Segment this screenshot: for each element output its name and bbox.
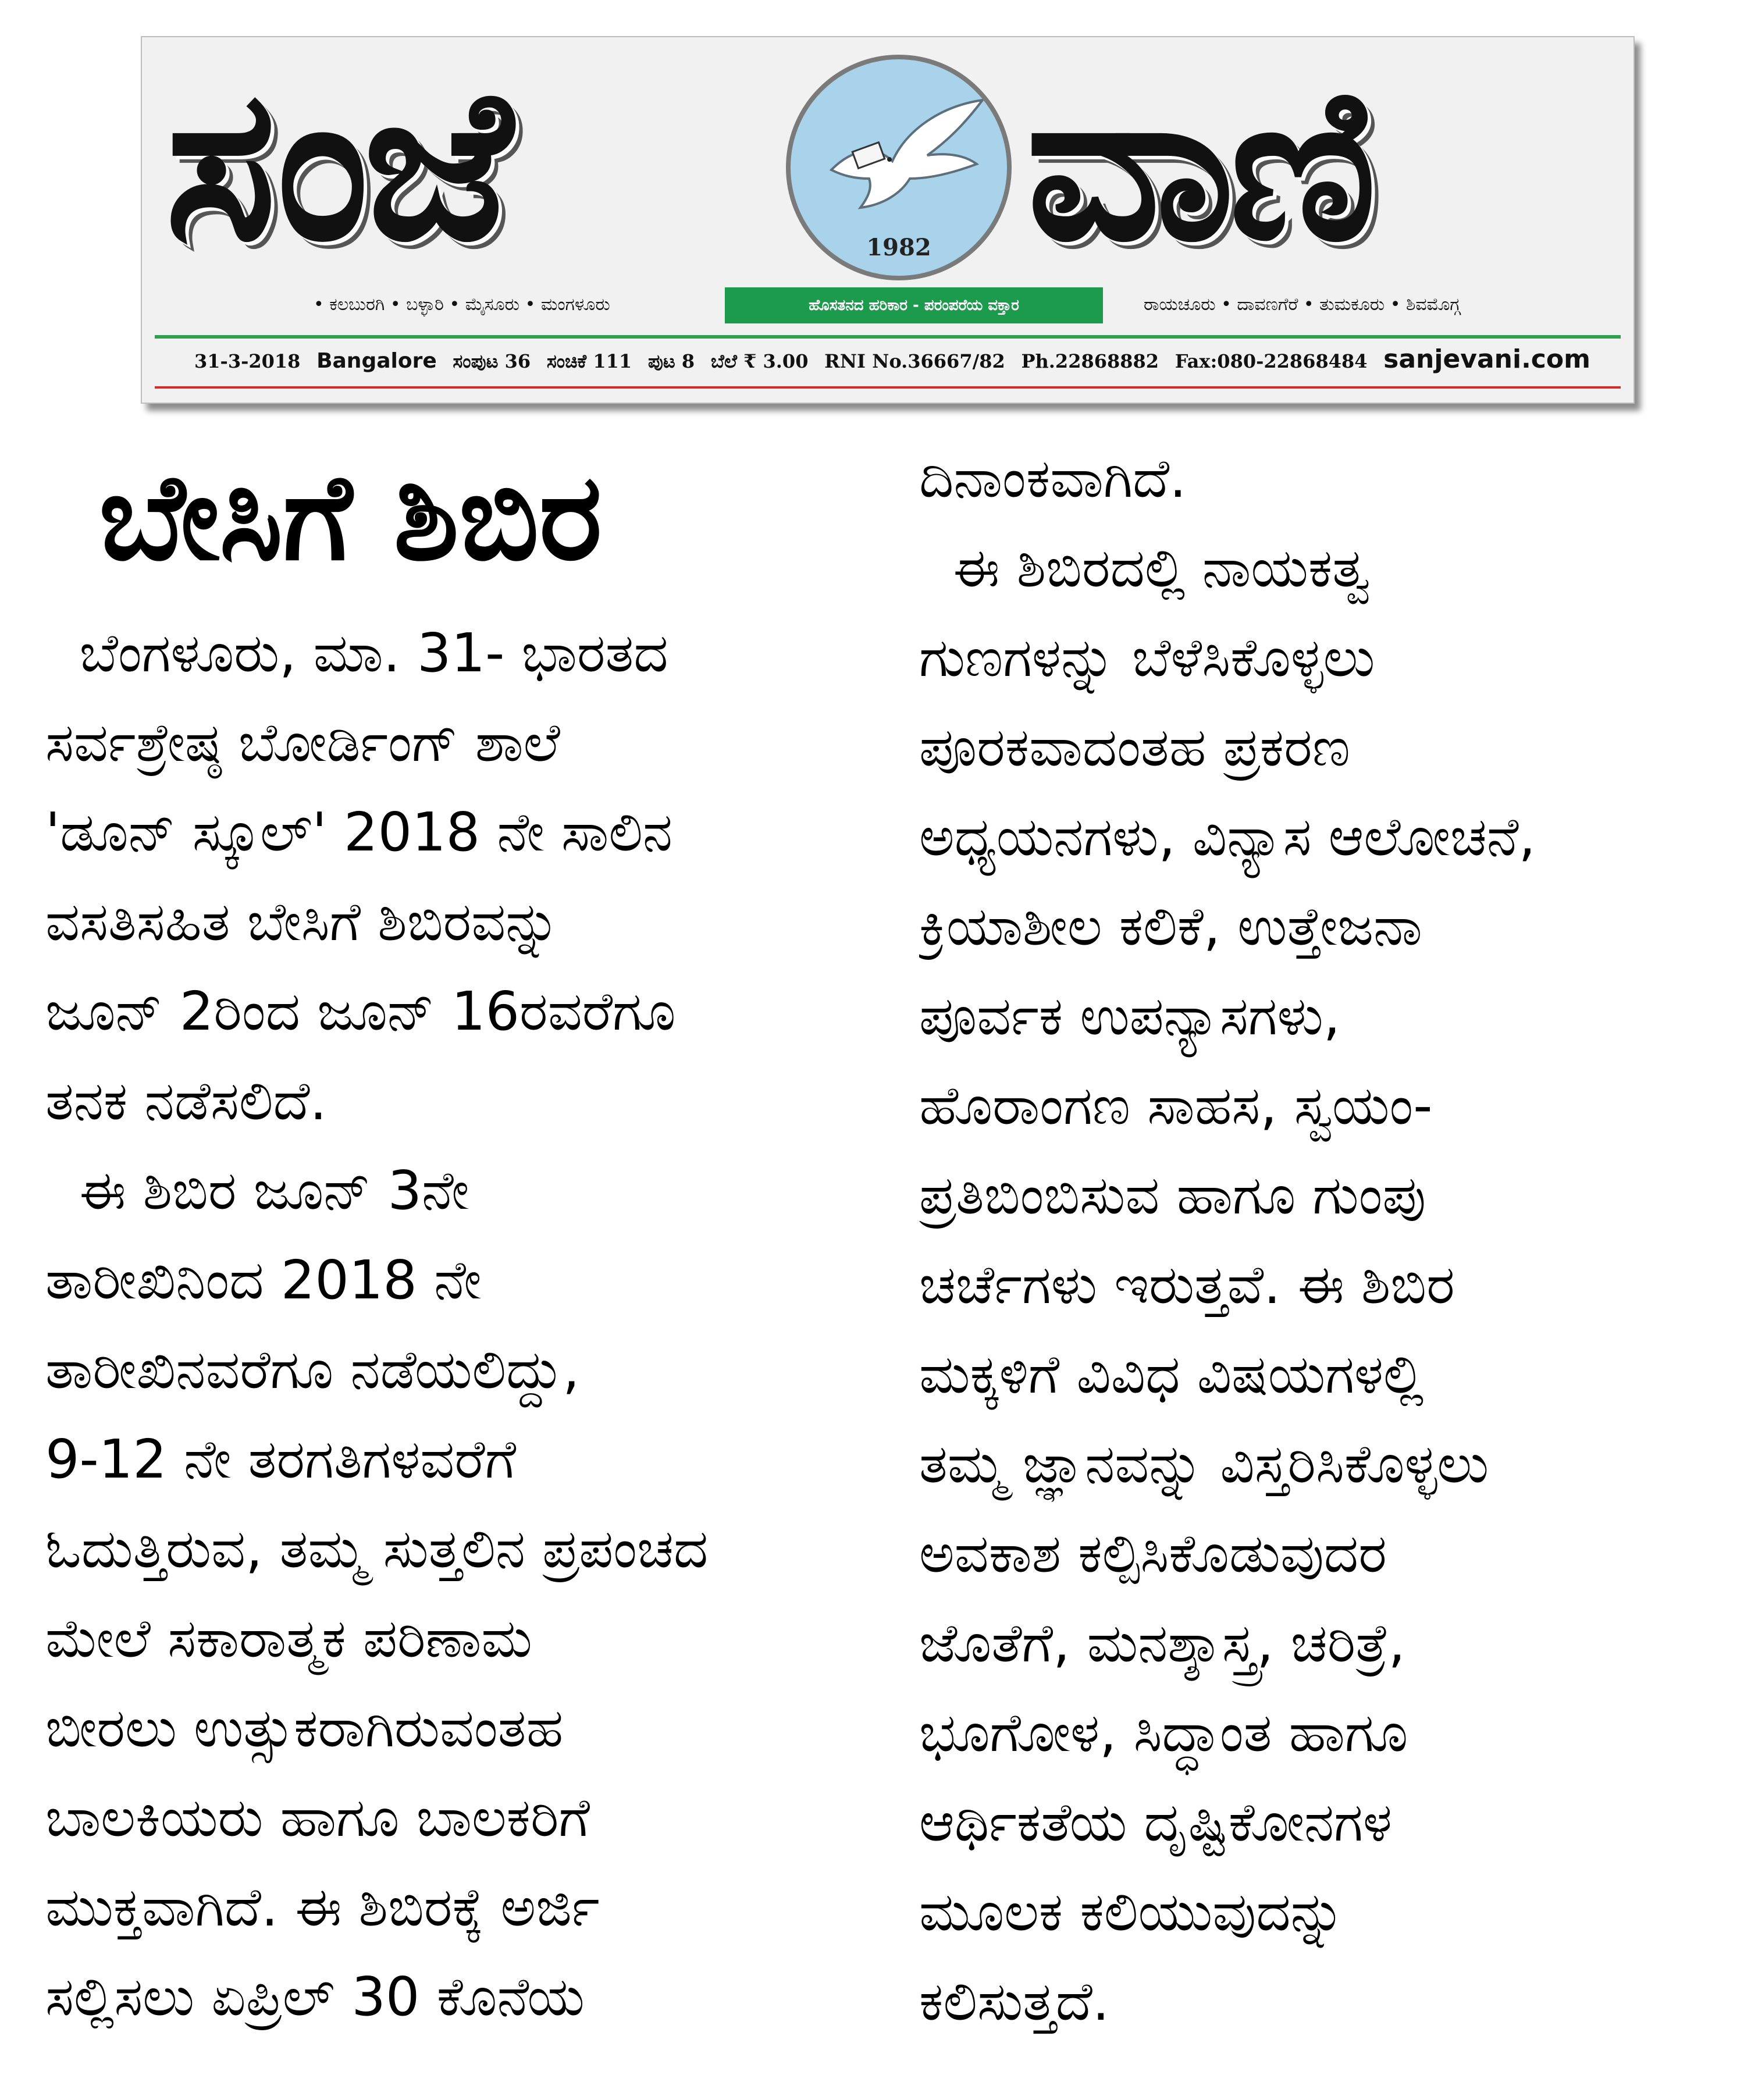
article-column-right <box>919 434 1716 2046</box>
edition-city: Bangalore <box>316 349 437 373</box>
article-line: ಓದುತ್ತಿರುವ, ತಮ್ಮ ಸುತ್ತಲಿನ ಪ್ರಪಂಚದ <box>45 1518 709 1580</box>
tagline-badge: ಹೊಸತನದ ಹರಿಕಾರ - ಪರಂಪರೆಯ ವಕ್ತಾರ <box>725 287 1103 323</box>
green-divider <box>155 335 1621 339</box>
article-line: ಈ ಶಿಬಿರ ಜೂನ್ 3ನೇ <box>45 1159 469 1222</box>
article-line: ಅವಕಾಶ ಕಲ್ಪಿಸಿಕೊಡುವುದರ <box>919 1522 1387 1585</box>
article-line: ಸರ್ವಶ್ರೇಷ್ಠ ಬೋರ್ಡಿಂಗ್ ಶಾಲೆ <box>45 711 560 774</box>
dateline <box>194 344 1590 374</box>
article-line: 'ಡೂನ್ ಸ್ಕೂಲ್' 2018 ನೇ ಸಾಲಿನ <box>45 801 673 863</box>
logo-text-right: ವಾಣಿ <box>1026 43 1372 287</box>
article-line: ಕಲಿಸುತ್ತದೆ. <box>919 1970 1110 2033</box>
article-line: ಪೂರಕವಾದಂತಹ ಪ್ರಕರಣ <box>919 716 1350 778</box>
article-line: ಬೆಂಗಳೂರು, ಮಾ. 31- ಭಾರತದ <box>45 622 668 684</box>
article-line: ಆರ್ಥಿಕತೆಯ ದೃಷ್ಟಿಕೋನಗಳ <box>919 1791 1392 1853</box>
article-line: ಬಾಲಕಿಯರು ಹಾಗೂ ಬಾಲಕರಿಗೆ <box>45 1786 590 1849</box>
article-line: ವಸತಿಸಹಿತ ಬೇಸಿಗೆ ಶಿಬಿರವನ್ನು <box>45 891 560 953</box>
fax-number: Fax:080-22868484 <box>1175 350 1368 372</box>
founding-year: 1982 <box>866 234 931 261</box>
article-line: ತಮ್ಮ ಜ್ಞಾನವನ್ನು ವಿಸ್ತರಿಸಿಕೊಳ್ಳಲು <box>919 1433 1489 1495</box>
issue-number: ಸಂಚಿಕೆ 111 <box>546 350 632 372</box>
article-headline: ಬೇಸಿಗೆ ಶಿಬಿರ <box>99 449 603 587</box>
red-divider <box>155 386 1621 389</box>
article-line: ಮೂಲಕ ಕಲಿಯುವುದನ್ನು <box>919 1881 1345 1943</box>
article-line: ಈ ಶಿಬಿರದಲ್ಲಿ ನಾಯಕತ್ವ <box>919 537 1371 599</box>
dove-emblem <box>786 55 1012 280</box>
article-line: ಮೇಲೆ ಸಕಾರಾತ್ಮಕ ಪರಿಣಾಮ <box>45 1607 532 1670</box>
article-line: ಕ್ರಿಯಾಶೀಲ ಕಲಿಕೆ, ಉತ್ತೇಜನಾ <box>919 895 1422 958</box>
newspaper-masthead <box>141 36 1635 404</box>
article-line: ಜೂನ್ 2ರಿಂದ ಜೂನ್ 16ರವರೆಗೂ <box>45 980 676 1042</box>
website-link[interactable]: sanjevani.com <box>1383 344 1590 374</box>
article-column-left <box>45 608 834 2042</box>
article-line: ತನಕ ನಡೆಸಲಿದೆ. <box>45 1070 327 1132</box>
rni-number: RNI No.36667/82 <box>824 350 1005 372</box>
issue-date: 31-3-2018 <box>194 350 301 372</box>
article-line: ಅಧ್ಯಯನಗಳು, ವಿನ್ಯಾಸ ಆಲೋಚನೆ, <box>919 806 1536 868</box>
edition-cities-left: • ಕಲಬುರಗಿ • ಬಳ್ಳಾರಿ • ಮೈಸೂರು • ಮಂಗಳೂರು <box>314 294 610 315</box>
article-line: 9-12 ನೇ ತರಗತಿಗಳವರೆಗೆ <box>45 1428 517 1490</box>
volume-number: ಸಂಪುಟ 36 <box>453 350 531 372</box>
page-count: ಪುಟ 8 <box>647 350 695 372</box>
article-line: ಜೊತೆಗೆ, ಮನಶ್ಶಾಸ್ತ್ರ, ಚರಿತ್ರೆ, <box>919 1612 1405 1674</box>
article-line: ಹೊರಾಂಗಣ ಸಾಹಸ, ಸ್ವಯಂ- <box>919 1074 1433 1137</box>
article-line: ಗುಣಗಳನ್ನು ಬೆಳೆಸಿಕೊಳ್ಳಲು <box>919 627 1375 689</box>
phone-number: Ph.22868882 <box>1021 350 1159 372</box>
edition-cities-right: ರಾಯಚೂರು • ದಾವಣಗೆರೆ • ತುಮಕೂರು • ಶಿವಮೊಗ್ಗ <box>1144 294 1461 315</box>
article-line: ತಾರೀಖಿನಿಂದ 2018 ನೇ <box>45 1249 482 1311</box>
article-line: ಬೀರಲು ಉತ್ಸುಕರಾಗಿರುವಂತಹ <box>45 1697 564 1759</box>
price: ಬೆಲೆ ₹ 3.00 <box>710 350 809 372</box>
logo-text-left: ಸಂಜೆ <box>165 43 507 287</box>
article-line: ಸಲ್ಲಿಸಲು ಏಪ್ರಿಲ್ 30 ಕೊನೆಯ <box>45 1966 585 2028</box>
article-line: ಭೂಗೋಳ, ಸಿದ್ಧಾಂತ ಹಾಗೂ <box>919 1702 1408 1764</box>
article-line: ದಿನಾಂಕವಾಗಿದೆ. <box>919 447 1187 510</box>
article-line: ಪೂರ್ವಕ ಉಪನ್ಯಾಸಗಳು, <box>919 985 1341 1047</box>
article-line: ಮಕ್ಕಳಿಗೆ ವಿವಿಧ ವಿಷಯಗಳಲ್ಲಿ <box>919 1343 1424 1405</box>
article-line: ಪ್ರತಿಬಿಂಬಿಸುವ ಹಾಗೂ ಗುಂಪು <box>919 1164 1426 1226</box>
article-line: ತಾರೀಖಿನವರೆಗೂ ನಡೆಯಲಿದ್ದು, <box>45 1339 580 1401</box>
article-line: ಮುಕ್ತವಾಗಿದೆ. ಈ ಶಿಬಿರಕ್ಕೆ ಅರ್ಜಿ <box>45 1876 600 1938</box>
article-line: ಚರ್ಚೆಗಳು ಇರುತ್ತವೆ. ಈ ಶಿಬಿರ <box>919 1254 1455 1316</box>
